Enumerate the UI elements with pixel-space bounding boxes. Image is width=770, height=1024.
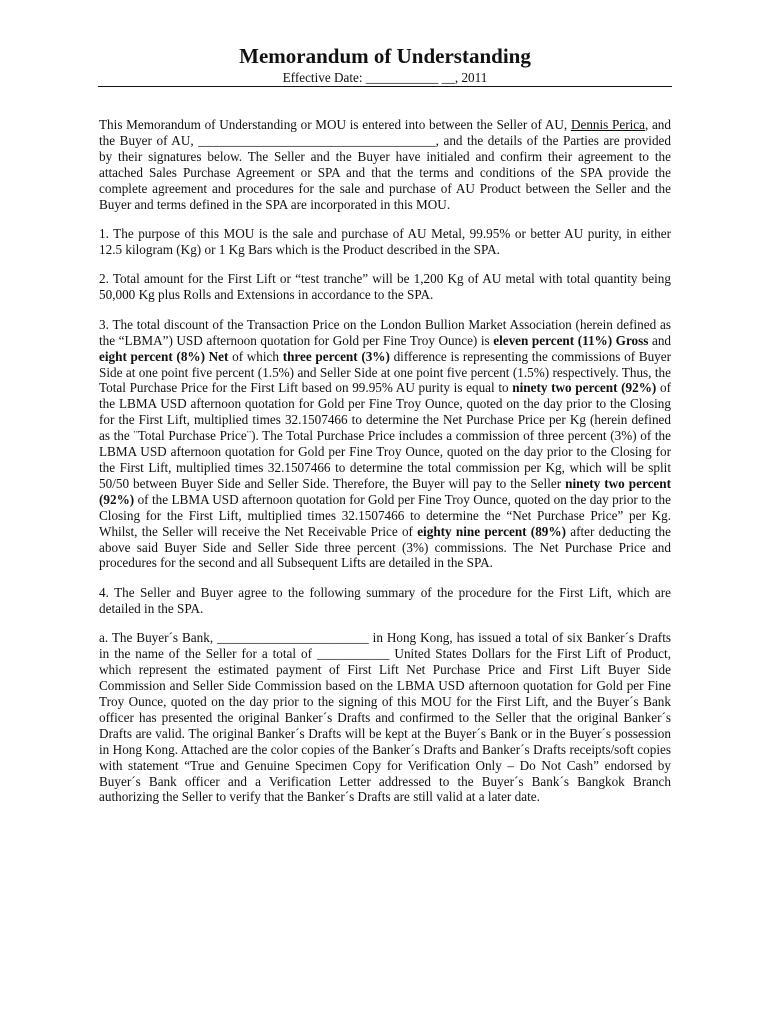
p3-bold-5: ninety two percent (92%): [99, 475, 672, 507]
p3-text-3: of which: [228, 348, 283, 364]
paragraph-3: [99, 317, 671, 572]
p3-text-7: after deducting the above said Buyer Side and Seller Side three percent (3%) commissions. The Net Purchase Price and procedures for the second and all Subsequent Lifts are detailed in the SPA.: [99, 523, 671, 571]
p3-text-5: of the LBMA USD afternoon quotation for Gold per Fine Troy Ounce, quoted on the day prior to the Closing for the First Lift, multiplied times 32.1507466 to determine the Net Purchase Price per Kg (herein defined as the ¨Total Purchase Price¨). The Total Purchase Price includes a commission of three percent (3%) of the LBMA USD afternoon quotation for Gold per Fine Troy Ounce, quoted on the day prior to the Closing for the First Lift, multiplied times 32.1507466 to determine the total commission per Kg, which will be split 50/50 between Buyer Side and Seller Side. Therefore, the Buyer will pay to the Seller: [99, 380, 671, 491]
document-title: Memorandum of Understanding: [239, 44, 531, 68]
p3-text-4: difference is representing the commissions of Buyer Side at one point five percent (1.5%) and Seller Side at one point five percent (1.5%) respectively. Thus, the Total Purchase Price for the First Lift based on 99.95% AU purity is equal to: [99, 348, 671, 396]
p3-bold-2: eight percent (8%) Net: [99, 348, 229, 364]
p3-text-2: and: [648, 332, 672, 348]
p3-text-6: of the LBMA USD afternoon quotation for Gold per Fine Troy Ounce, quoted on the day prior to the Closing for the First Lift, multiplied times 32.1507466 to determine the “Net Purchase Price” per Kg. Whilst, the Seller will receive the Net Receivable Price of: [99, 491, 671, 539]
document-body: [99, 117, 671, 819]
title-divider: [98, 86, 672, 87]
p3-bold-4: ninety two percent (92%): [512, 380, 657, 396]
paragraph-4a: a. The Buyer´s Bank, _______________________ in Hong Kong, has issued a total of six Banker´s Drafts in the name of the Seller for a total of ___________ United States Dollars for the First Lift of Product, which represent the estimated payment of First Lift Net Purchase Price and First Lift Buyer Side Commission and Seller Side Commission based on the LBMA USD afternoon quotation for Gold per Fine Troy Ounce, quoted on the day prior to the signing of this MOU for the First Lift, and the Buyer´s Bank officer has presented the original Banker´s Drafts and confirmed to the Seller that the original Banker´s Drafts are valid. The original Banker´s Drafts will be kept at the Buyer´s Bank or in the Buyer´s possession in Hong Kong. Attached are the color copies of the Banker´s Drafts and Banker´s Drafts receipts/soft copies with statement “True and Genuine Specimen Copy for Verification Only – Do Not Cash” endorsed by Buyer´s Bank officer and a Verification Letter addressed to the Buyer´s Bank´s Bangkok Branch authorizing the Seller to verify that the Banker´s Drafts are still valid at a later date.: [99, 630, 671, 805]
paragraph-4: 4. The Seller and Buyer agree to the following summary of the procedure for the First Lift, which are detailed in the SPA.: [99, 584, 671, 616]
p3-bold-3: three percent (3%): [282, 348, 390, 364]
p3-bold-1: eleven percent (11%) Gross: [493, 332, 649, 348]
intro-text-a: This Memorandum of Understanding or MOU is entered into between the Seller of AU,: [99, 117, 571, 132]
p3-bold-6: eighty nine percent (89%): [417, 523, 566, 539]
paragraph-1: 1. The purpose of this MOU is the sale and purchase of AU Metal, 99.95% or better AU purity, in either 12.5 kilogram (Kg) or 1 Kg Bars which is the Product described in the SPA.: [99, 226, 671, 257]
seller-name: Dennis Perica: [570, 117, 645, 132]
intro-text-b: , and the Buyer of AU, ____________________________________, and the details of the Parties are provided by their signatures below. The Seller and the Buyer have initialed and confirm their agreement to the attached Sales Purchase Agreement or SPA and that the terms and conditions of the SPA provide the complete agreement and procedures for the sale and purchase of AU Product between the Seller and the Buyer and terms defined in the SPA are incorporated in this MOU.: [99, 117, 671, 212]
intro-paragraph: [99, 117, 671, 212]
p3-text-1: 3. The total discount of the Transaction Price on the London Bullion Market Association (herein defined as the “LBMA”) USD afternoon quotation for Gold per Fine Troy Ounce) is: [99, 316, 671, 348]
effective-date-line: Effective Date: ___________ __, 2011: [282, 70, 488, 85]
paragraph-2: 2. Total amount for the First Lift or “test tranche” will be 1,200 Kg of AU metal with total quantity being 50,000 Kg plus Rolls and Extensions in accordance to the SPA.: [99, 271, 671, 303]
